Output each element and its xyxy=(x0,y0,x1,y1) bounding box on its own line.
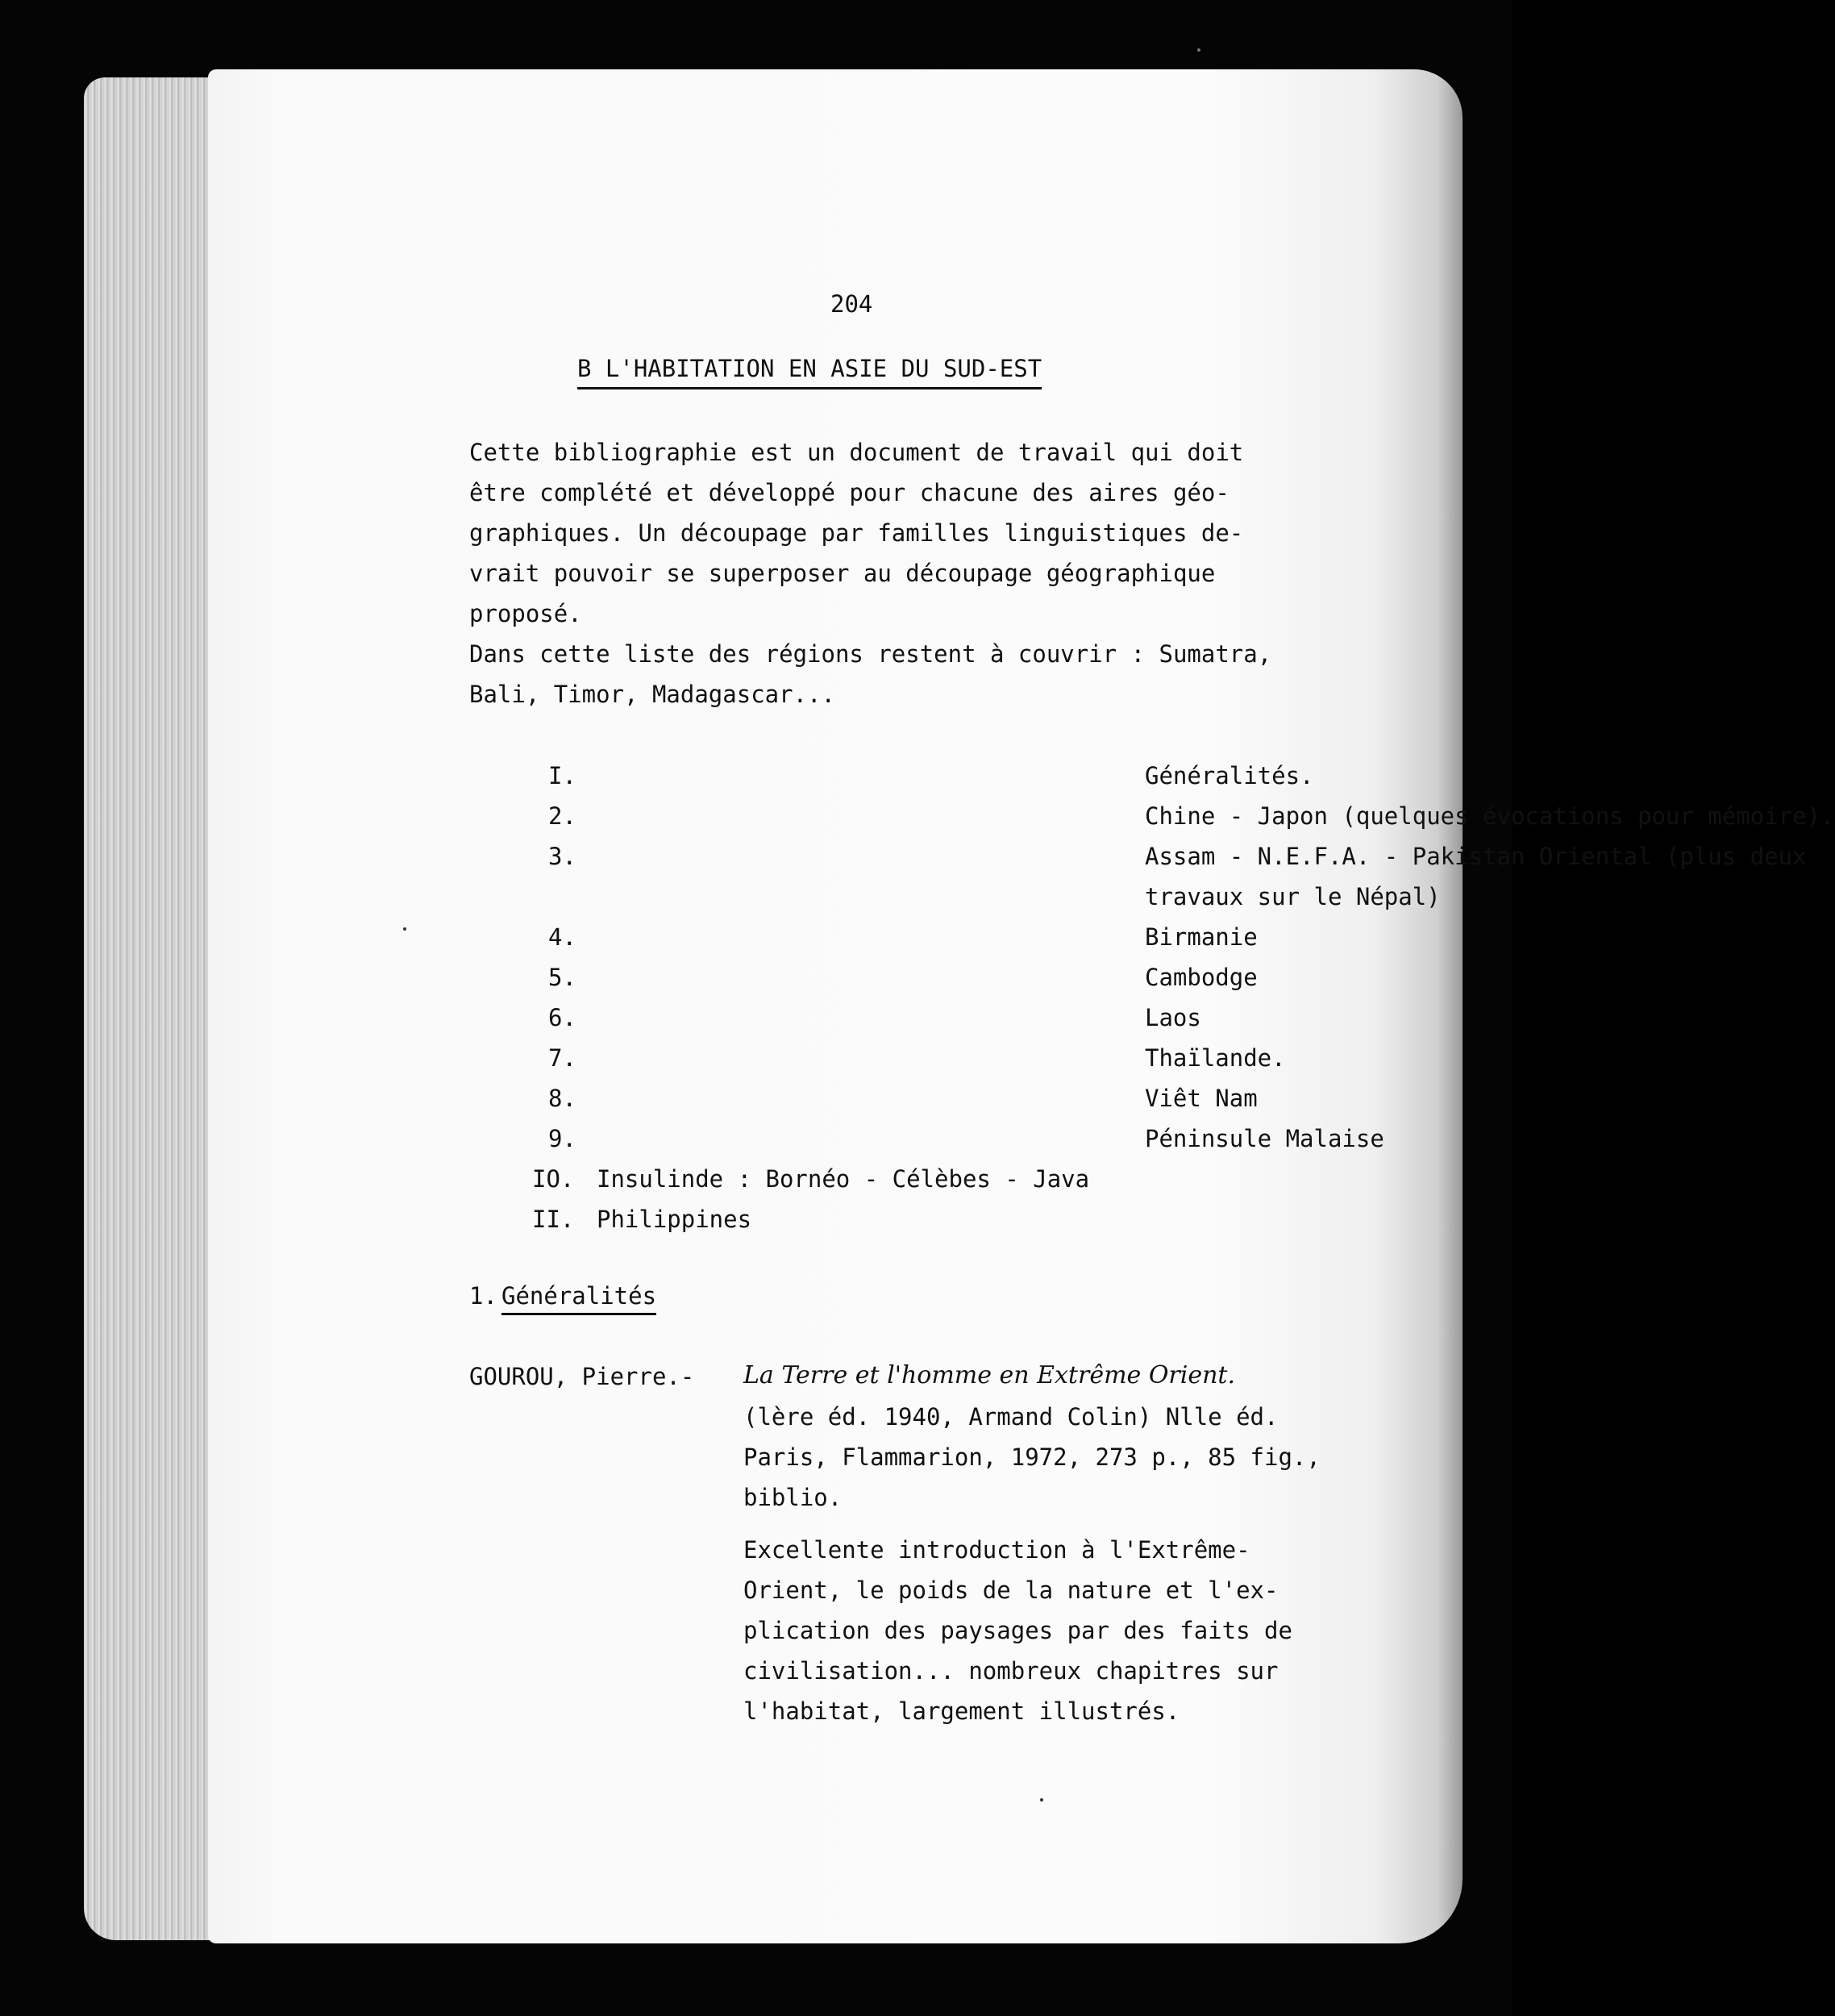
intro-line: proposé. xyxy=(469,600,582,627)
entry-annotation-line: Orient, le poids de la nature et l'ex- xyxy=(743,1577,1279,1604)
entry-title: La Terre et l'homme en Extrême Orient. xyxy=(743,1361,1236,1389)
toc-text: Chine - Japon (quelques évocations pour mémoire). xyxy=(1145,802,1835,830)
scan-speck xyxy=(1197,48,1200,52)
page-heading: B L'HABITATION EN ASIE DU SUD-EST xyxy=(577,355,1042,389)
toc-text: Cambodge xyxy=(1145,964,1258,991)
intro-line: être complété et développé pour chacune des aires géo- xyxy=(469,479,1230,506)
entry-annotation-line: l'habitat, largement illustrés. xyxy=(743,1697,1180,1725)
toc-text: Thaïlande. xyxy=(1145,1044,1286,1072)
intro-line: Dans cette liste des régions restent à couvrir : Sumatra, xyxy=(469,640,1272,668)
intro-line: Cette bibliographie est un document de travail qui doit xyxy=(469,439,1244,466)
section-title: Généralités xyxy=(501,1282,656,1315)
entry-line: (lère éd. 1940, Armand Colin) Nlle éd. xyxy=(743,1403,1279,1431)
intro-line: Bali, Timor, Madagascar... xyxy=(469,681,835,708)
toc-num: 9. xyxy=(548,1125,576,1152)
toc-item-6 xyxy=(548,1004,1201,1031)
toc-num: IO. xyxy=(532,1165,575,1193)
toc-num: 7. xyxy=(548,1044,576,1072)
toc-num: I. xyxy=(548,762,576,789)
entry-annotation-line: Excellente introduction à l'Extrême- xyxy=(743,1536,1250,1564)
toc-num: 4. xyxy=(548,923,576,951)
toc-item-4 xyxy=(548,923,1258,951)
intro-line: graphiques. Un découpage par familles linguistiques de- xyxy=(469,519,1244,547)
toc-item-5 xyxy=(548,964,1258,991)
section-number: 1. xyxy=(469,1282,497,1310)
toc-num: II. xyxy=(532,1206,575,1233)
scan-speck xyxy=(403,927,406,931)
toc-item-8 xyxy=(548,1085,1258,1112)
entry-line: Paris, Flammarion, 1972, 273 p., 85 fig., xyxy=(743,1443,1321,1471)
toc-text: Philippines xyxy=(597,1206,752,1233)
toc-text: Birmanie xyxy=(1145,923,1258,951)
toc-item-11 xyxy=(532,1206,752,1233)
entry-line: biblio. xyxy=(743,1484,843,1511)
toc-text: Laos xyxy=(1145,1004,1201,1031)
toc-num: 8. xyxy=(548,1085,576,1112)
toc-item-9 xyxy=(548,1125,1384,1152)
toc-text: Péninsule Malaise xyxy=(1145,1125,1384,1152)
toc-text: Assam - N.E.F.A. - Pakistan Oriental (plus deux xyxy=(1145,843,1807,870)
toc-num: 5. xyxy=(548,964,576,991)
entry-annotation-line: civilisation... nombreux chapitres sur xyxy=(743,1657,1279,1685)
intro-line: vrait pouvoir se superposer au découpage géographique xyxy=(469,560,1216,587)
toc-text: Généralités. xyxy=(1145,762,1314,789)
toc-item-7 xyxy=(548,1044,1286,1072)
toc-num: 2. xyxy=(548,802,576,830)
toc-text: Insulinde : Bornéo - Célèbes - Java xyxy=(597,1165,1090,1193)
toc-num: 3. xyxy=(548,843,576,870)
scan-speck xyxy=(1040,1798,1043,1801)
toc-text: travaux sur le Népal) xyxy=(1145,883,1441,910)
page-number: 204 xyxy=(830,290,873,318)
toc-num: 6. xyxy=(548,1004,576,1031)
toc-item-10 xyxy=(532,1165,1090,1193)
entry-author: GOUROU, Pierre.- xyxy=(469,1363,695,1390)
entry-annotation-line: plication des paysages par des faits de xyxy=(743,1617,1292,1644)
page-stack-edge xyxy=(84,77,221,1940)
toc-item-1 xyxy=(548,762,1314,789)
toc-text: Viêt Nam xyxy=(1145,1085,1258,1112)
toc-item-2 xyxy=(548,802,1835,830)
toc-item-3 xyxy=(548,843,1807,870)
